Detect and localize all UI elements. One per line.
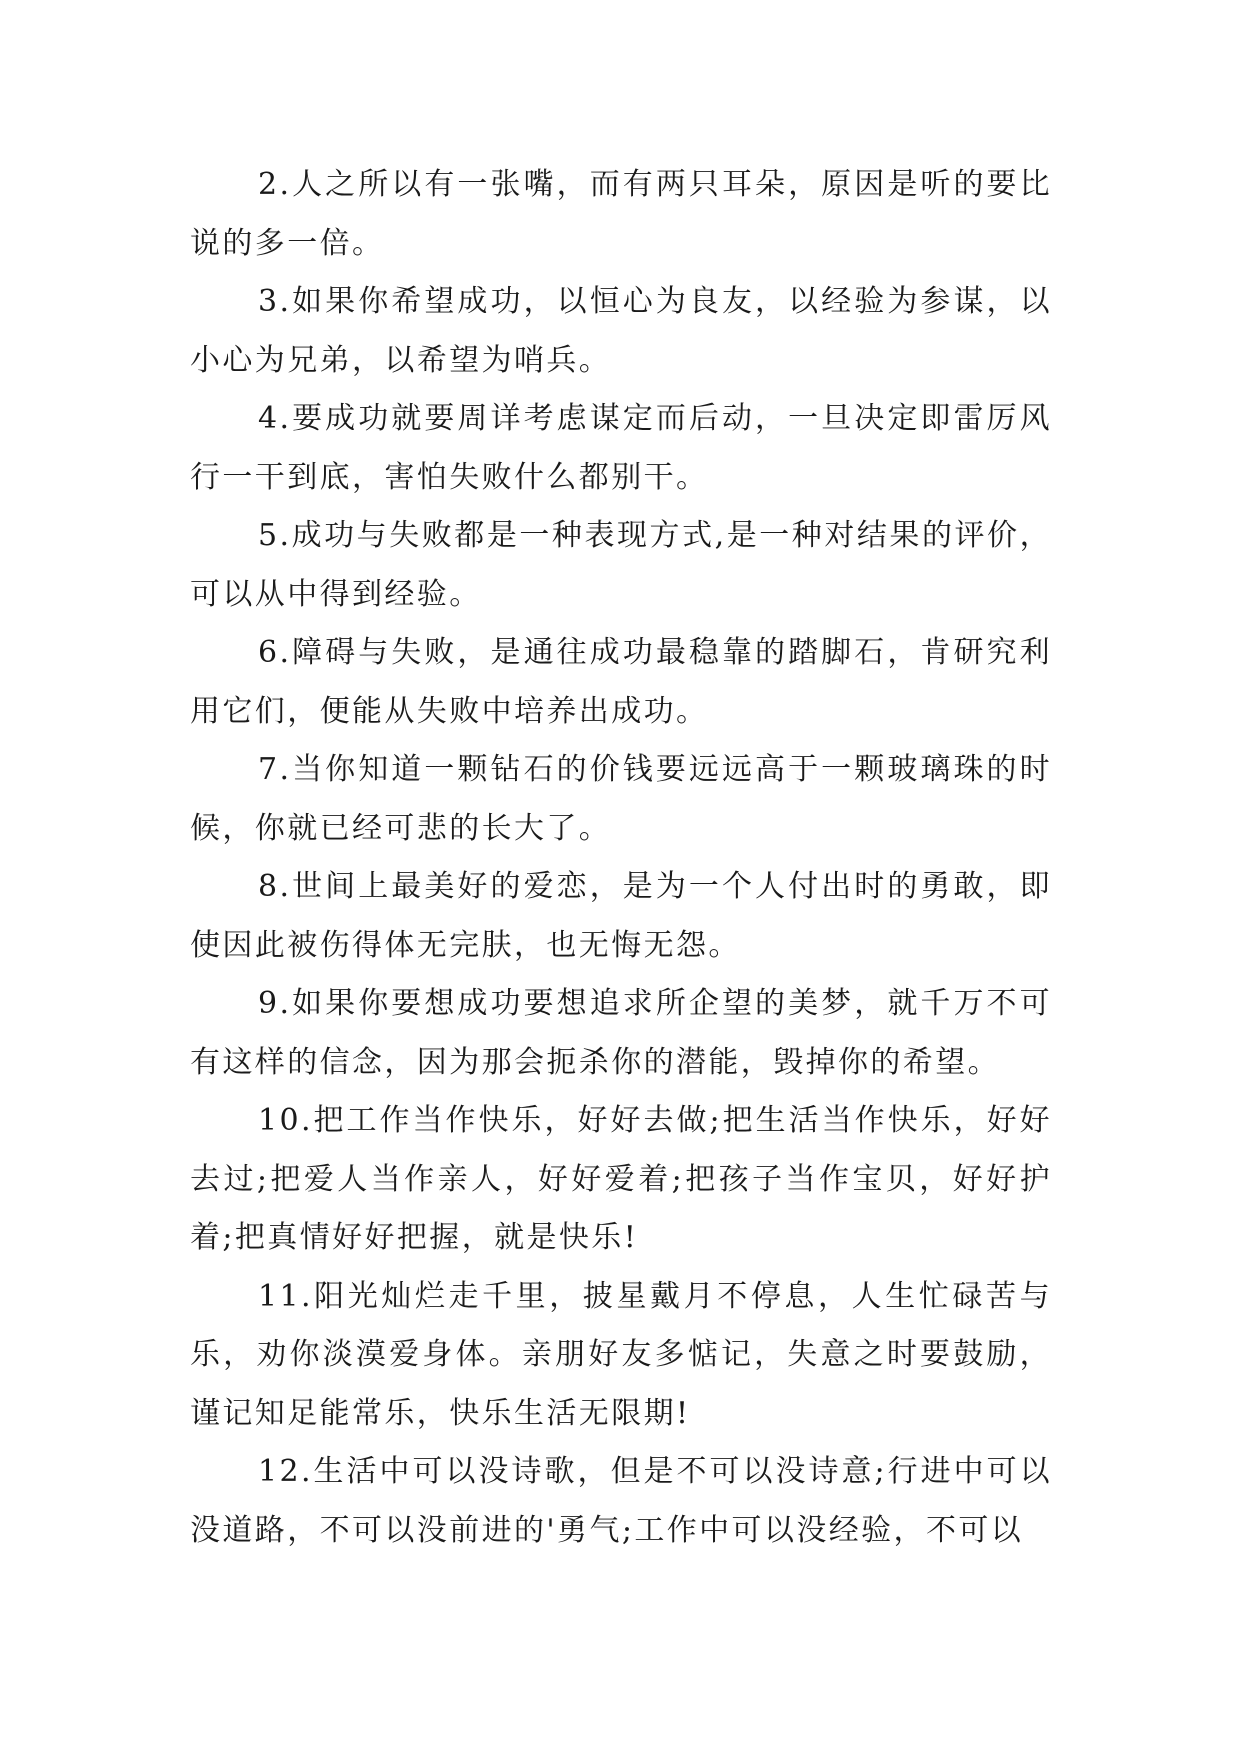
paragraph-7: 7.当你知道一颗钻石的价钱要远远高于一颗玻璃珠的时候，你就已经可悲的长大了。 — [190, 752, 1052, 846]
paragraph-10: 10.把工作当作快乐，好好去做;把生活当作快乐，好好去过;把爱人当作亲人，好好爱着;把孩子当作宝贝，好好护着;把真情好好把握，就是快乐! — [190, 1103, 1052, 1255]
paragraph-11: 11.阳光灿烂走千里，披星戴月不停息，人生忙碌苦与乐，劝你淡漠爱身体。亲朋好友多惦记，失意之时要鼓励，谨记知足能常乐，快乐生活无限期! — [190, 1278, 1052, 1431]
paragraph-3: 3.如果你希望成功，以恒心为良友，以经验为参谋，以小心为兄弟，以希望为哨兵。 — [190, 284, 1052, 378]
paragraph-12: 12.生活中可以没诗歌，但是不可以没诗意;行进中可以没道路，不可以没前进的'勇气;工作中可以没经验，不可以 — [190, 1454, 1052, 1548]
paragraph-4: 4.要成功就要周详考虑谋定而后动，一旦决定即雷厉风行一干到底，害怕失败什么都别干。 — [190, 401, 1052, 495]
paragraph-6: 6.障碍与失败，是通往成功最稳靠的踏脚石，肯研究利用它们，便能从失败中培养出成功。 — [190, 635, 1052, 729]
paragraph-2: 2.人之所以有一张嘴，而有两只耳朵，原因是听的要比说的多一倍。 — [190, 167, 1052, 261]
paragraph-9: 9.如果你要想成功要想追求所企望的美梦，就千万不可有这样的信念，因为那会扼杀你的潜能，毁掉你的希望。 — [190, 986, 1052, 1080]
paragraph-8: 8.世间上最美好的爱恋，是为一个人付出时的勇敢，即使因此被伤得体无完肤，也无悔无怨。 — [190, 869, 1052, 963]
document-body — [190, 156, 1052, 1560]
paragraph-5: 5.成功与失败都是一种表现方式,是一种对结果的评价，可以从中得到经验。 — [190, 518, 1052, 612]
